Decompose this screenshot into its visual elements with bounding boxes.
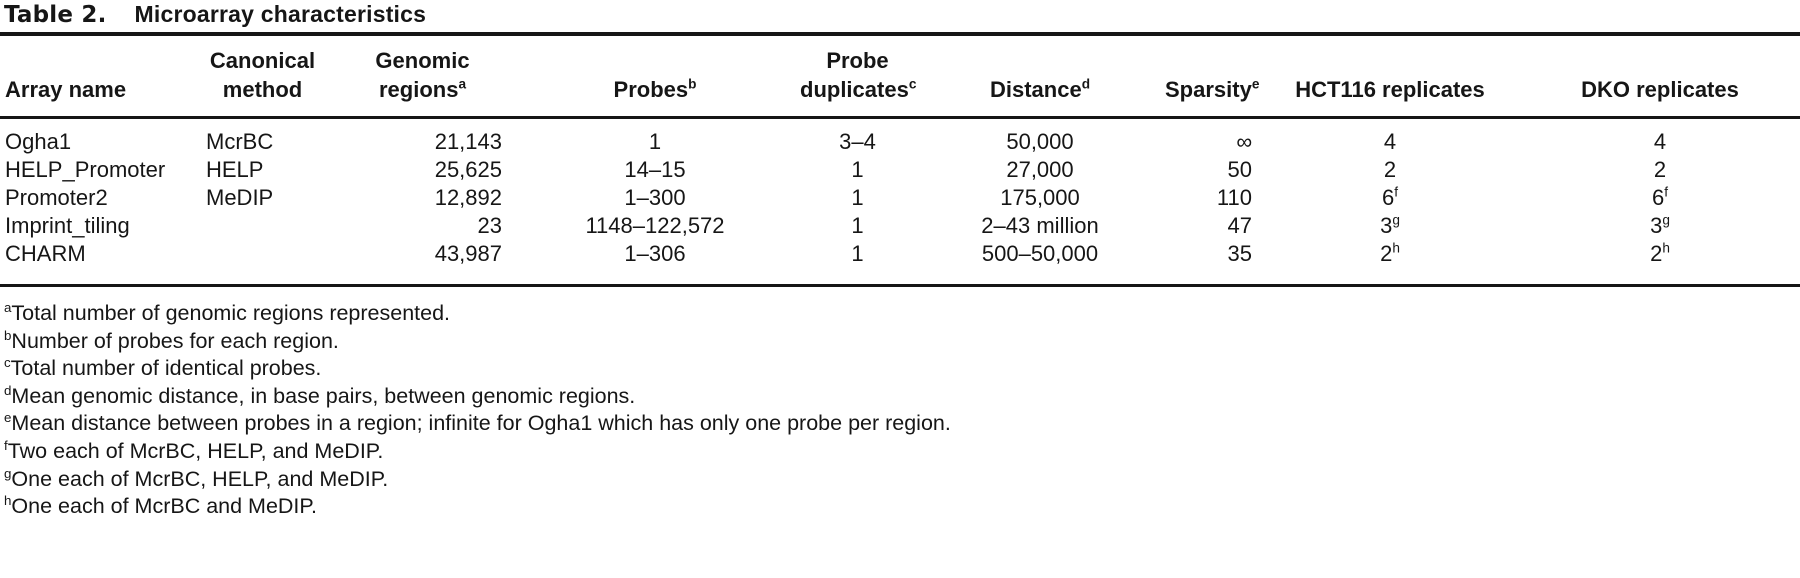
footnote-text: Total number of identical probes. [10,356,322,381]
footnote-text: Mean distance between probes in a region; infinite for Ogha1 which has only one probe per region. [11,411,951,436]
table-cell [190,240,335,286]
col-header-distance: Distance$^d$ [915,36,1165,118]
footnote-sup: d [4,382,12,398]
table-cell: 3$^g$ [1380,212,1400,238]
table-cell: 50,000 [1006,129,1074,154]
table-cell: 2 [1383,157,1397,182]
table-row-charm [0,240,1800,286]
table-cell: 1 [851,185,864,210]
col-header-genomic-regions: Genomic regions$^a$ [335,36,510,118]
footnote-marker: a [458,76,467,92]
table-cell: MeDIP [206,185,274,210]
table-cell: 500–50,000 [981,241,1099,266]
table-cell: 4 [1653,129,1667,154]
footnote-text: Number of probes for each region. [11,328,339,353]
table-row-help-promoter [0,156,1800,184]
footnote-item [4,300,1800,328]
footnote-sup: h [4,493,12,508]
col-header-dko-replicates: DKO replicates [1520,36,1800,118]
table-cell: 14–15 [624,157,686,182]
footnote-item [4,383,1800,411]
col-header-array-name: Array name [0,36,190,118]
table-cell: 6$^f$ [1381,184,1399,210]
table-cell: 50 [1227,157,1252,182]
table-cell: 1 [851,213,864,238]
table-cell: 2 [1653,157,1667,182]
table-title: Microarray characteristics [134,1,427,27]
table-cell: Promoter2 [5,185,108,210]
table-cell: 6$^f$ [1651,184,1669,210]
table-cell: 2$^h$ [1650,240,1670,266]
table-cell: 1–306 [624,241,686,266]
footnote-sup: f [4,437,8,453]
col-header-canonical-method: Canonical method [190,36,335,118]
col-header-probe-duplicates: Probe duplicates$^c$ [800,36,915,118]
col-header-hct116-replicates: HCT116 replicates [1260,36,1520,118]
footnote-marker: b [688,76,697,92]
footnote-sup: e [4,410,12,426]
table-cell: ∞ [1236,129,1252,154]
table-cell: Imprint_tiling [5,213,130,238]
table-cell: Ogha1 [5,129,72,154]
footnote-item [4,355,1800,383]
table-cell: 3$^g$ [1650,212,1670,238]
footnote-item [4,438,1800,466]
footnote-item [4,493,1800,521]
table-cell: HELP [206,157,264,182]
footnote-sup: b [4,327,12,343]
table-cell: 43,987 [434,241,502,266]
table-number-label: Table 2. [4,2,107,28]
footnote-item [4,410,1800,438]
table-cell: 47 [1227,213,1252,238]
table-cell: 27,000 [1006,157,1074,182]
footnote-marker: d [1081,76,1091,92]
table-row-promoter2 [0,184,1800,212]
footnote-text: Total number of genomic regions represented. [11,301,451,325]
footnote-item [4,466,1800,494]
table-cell: 2$^h$ [1380,240,1400,266]
table-cell: CHARM [5,241,86,266]
table-cell: McrBC [206,129,274,154]
microarray-characteristics-table [0,36,1800,287]
footnote-marker: c [908,76,917,92]
table-footnotes [0,287,1800,521]
footnote-text: One each of McrBC, HELP, and MeDIP. [11,466,389,491]
table-cell: 2–43 million [981,213,1099,238]
table-cell: 1 [648,129,662,154]
table-row-ogha1 [0,118,1800,157]
footnote-item [4,328,1800,356]
table-cell: 175,000 [1000,185,1080,210]
table-row-imprint-tiling [0,212,1800,240]
footnote-text: One each of McrBC and MeDIP. [11,494,317,519]
table-cell [190,212,335,240]
table-cell: 12,892 [434,185,502,210]
footnote-sup: c [4,355,11,371]
footnote-text: Two each of McrBC, HELP, and MeDIP. [7,438,384,463]
table-cell: 1 [851,157,864,182]
table-cell: 1 [851,241,864,266]
footnote-sup: a [4,299,12,315]
footnote-sup: g [4,465,12,481]
table-cell: 23 [477,213,502,238]
table-cell: 3–4 [839,129,876,154]
table-cell: 1148–122,572 [585,213,725,238]
table-cell: 25,625 [434,157,502,182]
table-cell: 35 [1227,241,1252,266]
table-caption [0,0,1800,36]
table-cell: 4 [1383,129,1397,154]
table-cell: 110 [1216,185,1252,210]
table-cell: HELP_Promoter [5,157,166,182]
footnote-marker: e [1251,76,1260,92]
col-header-sparsity: Sparsity$^e$ [1165,36,1260,118]
footnote-text: Mean genomic distance, in base pairs, between genomic regions. [11,383,636,408]
col-header-probes: Probes$^b$ [510,36,800,118]
table-cell: 1–300 [624,185,686,210]
header-row [0,36,1800,118]
table-cell: 21,143 [434,129,502,154]
